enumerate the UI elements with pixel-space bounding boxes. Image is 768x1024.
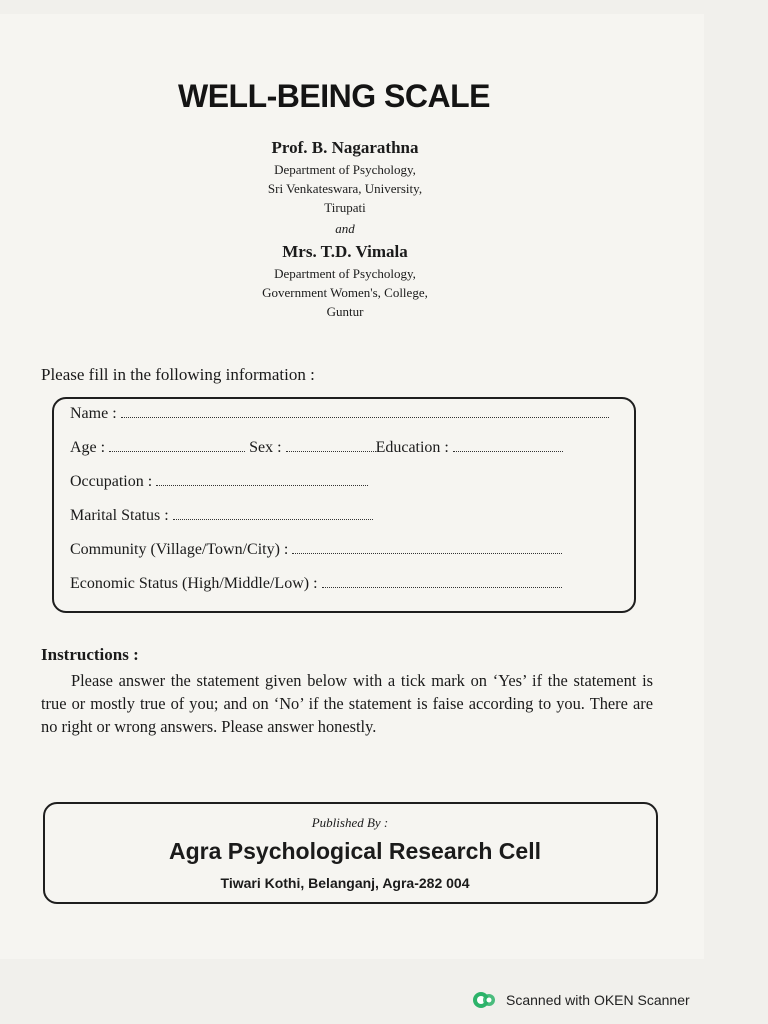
scanner-watermark	[472, 990, 690, 1010]
economic-status-field[interactable]	[70, 575, 562, 593]
author-1-affiliation-line-2: Sri Venkateswara, University,	[267, 181, 423, 196]
age-blank[interactable]	[109, 450, 245, 452]
marital-status-field[interactable]	[70, 507, 373, 525]
author-2-affiliation-line-1: Department of Psychology,	[274, 266, 416, 281]
author-2-affiliation-line-2: Government Women's, College,	[262, 285, 428, 300]
name-blank[interactable]	[121, 416, 609, 418]
published-by-label: Published By :	[311, 815, 389, 830]
economic-status-blank[interactable]	[322, 586, 562, 588]
page-title: WELL-BEING SCALE	[178, 78, 490, 114]
publisher-address: Tiwari Kothi, Belanganj, Agra-282 004	[220, 875, 470, 891]
age-label: Age :	[70, 439, 106, 456]
oken-scanner-icon	[472, 990, 496, 1010]
education-blank[interactable]	[453, 450, 563, 452]
sex-label: Sex :	[249, 439, 282, 456]
instructions-heading: Instructions :	[41, 645, 139, 664]
form-intro: Please fill in the following information :	[41, 365, 315, 384]
author-conjunction: and	[335, 221, 355, 236]
name-label: Name :	[70, 405, 117, 422]
author-2-name: Mrs. T.D. Vimala	[282, 242, 408, 261]
name-field[interactable]	[70, 405, 609, 423]
marital-status-label: Marital Status :	[70, 507, 169, 524]
author-1-name: Prof. B. Nagarathna	[271, 138, 419, 157]
scanner-text: Scanned with OKEN Scanner	[506, 992, 690, 1008]
publisher-name: Agra Psychological Research Cell	[169, 838, 541, 864]
marital-status-blank[interactable]	[173, 518, 373, 520]
occupation-field[interactable]	[70, 473, 368, 491]
author-2-affiliation-line-3: Guntur	[326, 304, 364, 319]
education-label: Education :	[375, 439, 449, 456]
community-blank[interactable]	[292, 552, 562, 554]
sex-blank[interactable]	[286, 450, 376, 452]
economic-status-label: Economic Status (High/Middle/Low) :	[70, 575, 318, 592]
instructions-text: Please answer the statement given below with a tick mark on ‘Yes’ if the statement is true or mostly true of you; and on ‘No’ if the statement is faise according to you. There are no right or wrong answers. Please answer honestly.	[41, 671, 653, 736]
community-label: Community (Village/Town/City) :	[70, 541, 289, 558]
author-1-affiliation-line-3: Tirupati	[324, 200, 366, 215]
occupation-label: Occupation :	[70, 473, 153, 490]
community-field[interactable]	[70, 541, 562, 559]
occupation-blank[interactable]	[156, 484, 368, 486]
author-1-affiliation-line-1: Department of Psychology,	[274, 162, 416, 177]
age-sex-education-row	[70, 439, 563, 457]
